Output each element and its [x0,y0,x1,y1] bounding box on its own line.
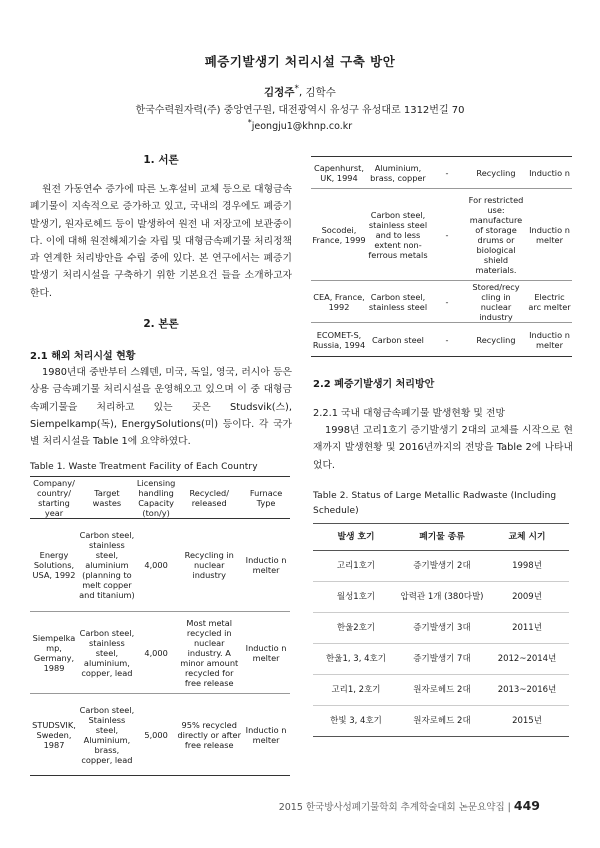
table-cell: Inductio n melter [245,642,287,663]
table-cell: Recycling [476,167,516,178]
affiliation: 한국수력원자력(주) 중앙연구원, 대전광역시 유성구 유성대로 1312번길 70 [135,105,465,116]
table2-caption: Table 2. Status of Large Metallic Radwaste (Including Schedule) [313,491,557,516]
footer-text: 2015 한국방사성폐기물학회 추계학술대회 논문요약집 | [278,802,511,813]
table-row [313,551,569,582]
table-cell: 2011년 [512,623,542,633]
section-2-2-1-heading: 2.2.1 국내 대형금속폐기물 발생현황 및 전망 [313,408,505,419]
table-row [311,157,572,189]
table-cell: 압력관 1개 (380다발) [400,592,484,602]
primary-author: 김정주 [264,86,295,99]
table-cell: Capenhurst, UK, 1994 [314,162,364,183]
section-2-1-heading: 2.1 해외 처리시설 현황 [30,351,136,362]
table-row [313,644,569,675]
table-cell: Recycling in nuclear industry [184,550,234,580]
table-cell: 2013~2016년 [497,685,557,695]
table1-continued [311,156,572,357]
table-cell: Carbon steel [372,334,424,345]
table-cell: Inductio n melter [245,555,287,575]
table1-header: Licensing handling Capacity (ton/y) [136,477,176,518]
table-cell: 4,000 [144,647,168,658]
table-row [30,519,290,612]
co-authors: , 김학수 [298,86,336,99]
table-cell: Siempelka mp, Germany, 1989 [32,632,76,673]
table-row [313,582,569,613]
table-cell: 고리1, 2호기 [331,685,381,695]
table-cell: Inductio n melter [529,224,570,245]
table1-header: Recycled/ released [189,487,229,508]
table-cell: 월성1호기 [336,592,376,602]
table1 [30,476,290,776]
table-cell: Stored/recy cling in nuclear industry [472,281,520,322]
table-cell: Carbon steel, stainless steel and to less extent non-ferrous metals [368,209,428,260]
table-row [313,706,569,737]
table2-header-row [313,524,569,551]
table-cell: 증기발생기 3대 [413,623,471,633]
table-cell: - [445,229,449,240]
table-cell: CEA, France, 1992 [313,291,365,312]
body-heading: 2. 본론 [143,318,179,330]
table-cell: 한울2호기 [336,623,376,633]
table-cell: 한울1, 3, 4호기 [326,654,386,664]
table-cell: Aluminium, brass, copper [370,162,426,183]
email: jeongju1@khnp.co.kr [251,121,353,133]
email-line [0,118,600,132]
table-cell: Most metal recycled in nuclear industry. A minor amount recycled for free release [180,617,239,688]
table-cell: 1998년 [512,561,542,571]
table-cell: 2015년 [512,716,542,726]
table-row [313,675,569,706]
table-cell: 5,000 [144,729,168,740]
page-number: 449 [513,798,540,813]
table2 [313,523,569,737]
table-row [30,694,290,776]
table-cell: 원자로헤드 2대 [413,716,471,726]
table-cell: Carbon steel, stainless steel, aluminium, copper, lead [79,627,135,678]
intro-paragraph: 원전 가동연수 증가에 따른 노후설비 교체 등으로 대형금속폐기물이 지속적으로 증가하고 있고, 국내의 경우에도 폐증기발생기, 원자로헤드 등이 발생하여 원전 내 저장고에 보관중이다. 이에 대해 원전해체기술 자립 및 대형금속폐기물 처리정책과 연계한 처리방안을 수립 중에 있다. 본 연구에서는 폐증기발생기 처리시설을 구축하기 위한 기본요건 들을 소개하고자 한다. [30,184,292,299]
table-cell: 95% recycled directly or after free release [177,719,241,750]
table1-header-row [30,477,290,519]
table-cell: For restricted use: manufacture of storage drums or biological shield materials. [468,194,524,275]
table-cell: Socodei, France, 1999 [312,224,366,245]
table-cell: 4,000 [144,560,168,570]
table-cell: 2009년 [512,592,542,602]
table1-caption: Table 1. Waste Treatment Facility of Each Country [30,462,258,472]
table-cell: Recycling [476,334,516,345]
table-row [311,323,572,357]
table-cell: - [445,296,449,307]
table-cell: 증기발생기 2대 [413,561,471,571]
table-cell: 한빛 3, 4호기 [330,716,382,726]
table-cell: Inductio n melter [529,329,570,350]
table2-header: 교체 시기 [508,532,546,542]
section-2-2-1-paragraph: 1998년 고리1호기 증기발생기 2대의 교체를 시작으로 현재까지 발생현황 및 2016년까지의 전망을 Table 2에 나타내었다. [313,425,573,471]
table-cell: Electric arc melter [528,291,571,312]
table1-header: Company/ country/ starting year [33,477,75,518]
table-cell: Energy Solutions, USA, 1992 [32,550,76,580]
table-cell: - [445,167,449,178]
table-cell: ECOMET-S, Russia, 1994 [312,329,366,350]
email-mark: * [247,118,252,127]
table-cell: Inductio n melter [245,724,287,745]
table-cell: Carbon steel, Stainless steel, Aluminium, brass, copper, lead [79,704,135,765]
table2-header: 폐기물 종류 [419,532,465,542]
table-row [30,612,290,694]
table1-header: Target wastes [92,487,122,508]
table-row [313,613,569,644]
table-cell: 증기발생기 7대 [413,654,471,664]
table-cell: Inductio n [529,167,570,178]
page-footer [279,798,540,813]
table2-header: 발생 호기 [337,532,375,542]
paper-title: 폐증기발생기 처리시설 구축 방안 [204,54,396,69]
table-cell: 원자로헤드 2대 [413,685,471,695]
section-2-1-paragraph: 1980년대 중반부터 스웨덴, 미국, 독일, 영국, 러시아 등은 상용 금속폐기물 처리시설을 운영해오고 있으며 이 중 대형금속폐기물을 처리하고 있는 곳은 Studsvik(스), Siempelkamp(독), EnergySolutions(미) 등이다. 각 국가별 처리시설을 Table 1에 요약하였다. [30,367,292,448]
intro-heading: 1. 서론 [143,154,179,166]
table-cell: - [445,334,449,345]
section-2-2-heading: 2.2 폐증기발생기 처리방안 [313,379,435,390]
table-cell: Carbon steel, stainless steel [368,291,428,312]
table-cell: Carbon steel, stainless steel, aluminium (planning to melt copper and titanium) [79,530,135,600]
table-cell: 2012~2014년 [497,654,557,664]
table-row [311,281,572,323]
table1-header: Furnace Type [249,487,283,508]
table-cell: 고리1호기 [336,561,376,571]
corresponding-mark: * [294,84,299,94]
table-row [311,189,572,281]
author-line [0,84,600,100]
table-cell: STUDSVIK, Sweden, 1987 [32,719,76,750]
